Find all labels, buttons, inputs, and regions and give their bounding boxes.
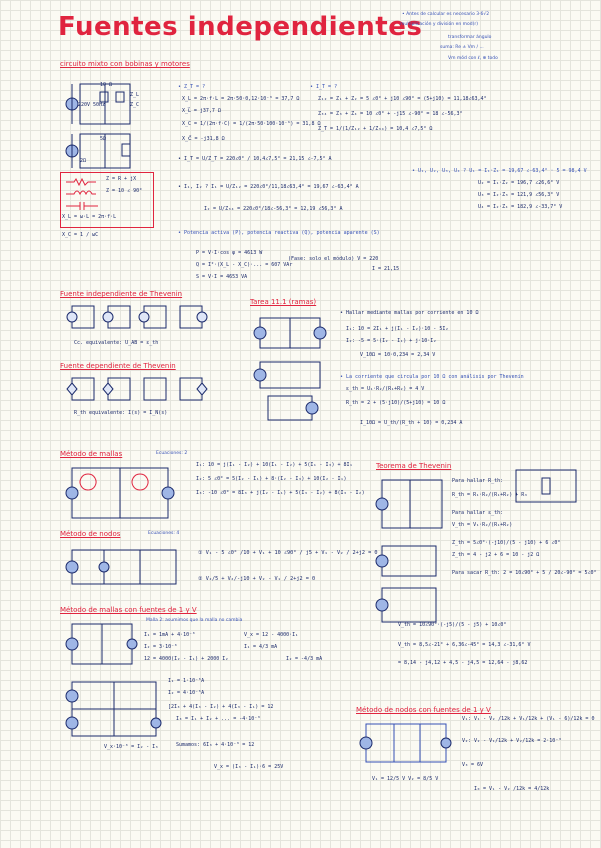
block1-u1: • U₁, U₂, U₃, U₄ ? U₁ = I₁·Z₁ = 19,67 ∠-63,4° · 5 = 98,4 V xyxy=(412,168,587,174)
thevenin-line-3: Para hallar ε_th: xyxy=(452,510,504,516)
mallas1v-line-2: I₂ = 3·10⁻³ xyxy=(144,644,178,650)
mallas-eq-2: I₂: 5 ∠0° = 5(I₂ - I₁) + 8·(I₂ - I₃) + 10(I₂ - I₁) xyxy=(196,476,347,482)
potencias-side-1: (Fase: solo el módulo) V = 220 xyxy=(288,256,379,262)
block1-xc: X_C = 1/(2π·f·C) = 1/(2π·50·100·10⁻⁶) = 31,8 Ω xyxy=(182,121,321,127)
block1-xl-vec: X_L⃗ = j37,7 Ω xyxy=(182,108,221,114)
block1-it: • I_T = U/Z_T = 220∠0° / 10,4∠7,5° = 21,15 ∠-7,5° A xyxy=(178,156,332,162)
section-fuente-dep: Fuente dependiente de Thevenin xyxy=(60,362,176,370)
circuit-diagram-1 xyxy=(60,78,160,170)
section-tarea: Tarea 11.1 (ramas) xyxy=(250,298,317,306)
block1-xc-vec: X_C⃗ = -j31,8 Ω xyxy=(182,136,225,142)
mallas1v-b-line-1: I₁ = 1·10⁻³A xyxy=(168,678,205,684)
thevenin-indep-diagrams xyxy=(64,302,214,332)
thevenin-line-4: V_th = V₁·R₂/(R₁+R₂) xyxy=(452,522,513,528)
thevenin-line-6: Z_th = 4 - j2 + 6 = 10 - j2 Ω xyxy=(452,552,540,558)
top-note-2: multiplicación y división en mod(r) xyxy=(400,22,478,27)
potencias-s: S = V·I = 4653 VA xyxy=(196,274,248,280)
mallas-eq-1: I₁: 10 = j(I₁ - I₂) + 10(I₁ - I₂) + 5(I₁ - I₃) + 8I₁ xyxy=(196,462,353,468)
block1-head-b: • I_T = ? xyxy=(310,84,338,90)
section-fuente-indep: Fuente independiente de Thevenin xyxy=(60,290,183,298)
mallas1v-vx: V_x·10⁻³ = I₂ - I₃ xyxy=(104,744,159,750)
section-mallas-1v: Método de mallas con fuentes de 1 y V xyxy=(60,606,197,614)
circuit1-label-source: 220V 50Hz xyxy=(78,102,106,108)
tarea-line-1: • Hallar mediante mallas por corriente en 10 Ω xyxy=(340,310,479,316)
block1-u2: U₂ = I₁·Z₂ = 196,7 ∠26,6° V xyxy=(478,180,560,186)
block1-z12: Z₁₂ = Z₁ + Z₂ = 5 ∠0° + j10 ∠90° = (5+j10) = 11,18∠63,4° xyxy=(318,96,487,102)
thevenin-line-1: Para hallar R_th: xyxy=(452,478,504,484)
circuit1-label-r2: 5Ω xyxy=(100,136,107,142)
section-teorema-thevenin: Teorema de Thevenin xyxy=(376,462,452,470)
impedance-eq-2: Z = 10 ∠ 90° xyxy=(106,188,143,194)
mallas1v-b-line-4: I₃ = I₁ + I₂ + ... = -4·10⁻³ xyxy=(176,716,261,722)
nodos1v-circuit xyxy=(358,718,454,768)
circuit1-label-r1: 10 Ω xyxy=(100,82,113,88)
nodos1v-line-2: V₂: V₂ - V₁/12k + V₂/12k = 2·10⁻³ xyxy=(462,738,562,744)
tarea-line-4: V_10Ω = 10·0,234 = 2,34 V xyxy=(360,352,436,358)
tarea-line-7: R_th = 2 + (5·j10)/(5+j10) = 10 Ω xyxy=(346,400,446,406)
nodos1v-line-5: V₁ = 12/5 V V₂ = 8/5 V xyxy=(372,776,439,782)
tarea-line-8: I_10Ω = U_th/(R_th + 10) = 0,234 A xyxy=(360,420,463,426)
mallas1v-b-line-2: I₂ = 4·10⁻³A xyxy=(168,690,205,696)
top-note-3: transformar ángulo xyxy=(448,35,492,40)
top-note-4: suma: Re ± Vm / ... xyxy=(440,45,484,50)
thevenin-line-2: R_th = R₁·R₂/(R₁+R₂) + R₃ xyxy=(452,492,528,498)
thevenin-line-5: Z_th = 5∠0°·(-j10)/(5 - j10) + 6 ∠0° xyxy=(452,540,561,546)
thevenin-equivalent xyxy=(512,466,582,506)
mallas1v-line-6: V_x = 12 - 4000·I₁ xyxy=(244,632,299,638)
section-nodos-1v: Método de nodos con fuentes de 1 y V xyxy=(356,706,491,714)
thevenin-line-8: V_th = 10∠90°·(-j5)/(5 - j5) + 10∠0° xyxy=(398,622,507,628)
thevenin-dep-diagrams xyxy=(64,374,214,404)
block1-head-a: • Z_T = ? xyxy=(178,84,206,90)
block1-i1: • I₁, I₂ ? I₁ = U/Z₁₂ = 220∠0°/11,18∠63,4° = 19,67 ∠-63,4° A xyxy=(178,184,359,190)
section-metodo-mallas: Método de mallas xyxy=(60,450,123,458)
mallas-eq-3: I₃: -10 ∠0° = 8I₃ + j(I₂ - I₁) + 5(I₃ - I₂) + 8(I₃ - I₂) xyxy=(196,490,365,496)
thevenin-circuit-2 xyxy=(374,540,450,630)
block1-zt: Z_T = 1/(1/Z₁₂ + 1/Z₃₄) = 10,4 ∠7,5° Ω xyxy=(318,126,433,132)
thevenin-line-10: = 8,14 - j4,12 + 4,5 - j4,5 = 12,64 - j8,62 xyxy=(398,660,528,666)
block1-u4: U₄ = I₂·Z₄ = 182,9 ∠-33,7° V xyxy=(478,204,563,210)
circuit1-label-zc: Z_C xyxy=(130,102,140,108)
mallas1v-b-line-5: Sumamos: 6I₃ + 4·10⁻³ = 12 xyxy=(176,742,255,748)
nodos-eq-1: ① V₁ - 5 ∠0° /10 + V₁ + 10 ∠90° / j5 + V₁ - V₂ / 2+j2 = 0 xyxy=(198,550,378,556)
mallas-badge: Ecuaciones: 2 xyxy=(156,451,188,456)
impedance-eq-1: Z = R + jX xyxy=(106,176,137,182)
tarea-line-5: • La corriente que circula por 10 Ω con análisis por Thevenin xyxy=(340,374,524,380)
nodos-eq-2: ② V₂/5 + V₂/-j10 + V₂ - V₁ / 2+j2 = 0 xyxy=(198,576,316,582)
nodos-circuit xyxy=(64,544,184,590)
mallas1v-note: Malla 2: asumimos que la malla no cambia xyxy=(146,618,243,623)
nodos1v-line-4: I₀ = V₁ - V₂ /12k = 4/12k xyxy=(474,786,550,792)
thevenin-line-9: V_th = 8,5∠-21° + 6,36∠-45° = 14,3 ∠-31,6° V xyxy=(398,642,531,648)
thevenin-circuit-1 xyxy=(374,474,450,534)
mallas1v-line-4: I₁ = 4/3 mA xyxy=(244,644,278,650)
tarea-circuits xyxy=(250,312,330,424)
block1-xl: X_L = 2π·f·L = 2π·50·0,12·10⁻³ = 37,7 Ω xyxy=(182,96,300,102)
page-title: Fuentes independientes xyxy=(58,12,423,42)
thev-left-note-2: R_th equivalente: I(s) = I_N(s) xyxy=(74,410,168,416)
potencias-side-2: I = 21,15 xyxy=(372,266,400,272)
potencias-head: • Potencia activa (P), potencia reactiva (Q), potencia aparente (S) xyxy=(178,230,380,236)
mallas1v-line-5: I₂ = -4/3 mA xyxy=(286,656,323,662)
thev-left-note-1: Cc. equivalente: U_AB = ε_th xyxy=(74,340,159,346)
nodos1v-line-3: V₃ = 6V xyxy=(462,762,484,768)
tarea-line-3: I₂: -5 = 5·(I₂ - I₁) + j·10·I₂ xyxy=(346,338,437,344)
impedance-eq-4: X_C = 1 / ωC xyxy=(62,232,99,238)
block1-i2: I₂ = U/Z₃₄ = 220∠0°/18∠-56,3° = 12,19 ∠56,3° A xyxy=(204,206,343,212)
top-note-5: Vm mód con ℓ, ⊕ todo xyxy=(448,56,498,61)
block1-u3: U₃ = I₂·Z₃ = 121,9 ∠56,3° V xyxy=(478,192,560,198)
circuit1-label-zl: Z_L xyxy=(130,92,140,98)
nodos1v-line-1: V₁: V₁ - V₂ /12k + V₁/12k + (V₁ - 6)/12k = 0 xyxy=(462,716,595,722)
mallas1v-circuit-2 xyxy=(64,676,164,742)
impedance-eq-3: X_L = ω·L = 2π·f·L xyxy=(62,214,117,220)
circuit1-label-r3: 2Ω xyxy=(80,158,87,164)
mallas-circuit xyxy=(64,462,176,524)
thevenin-line-7: Para sacar R_th: 2 = 10∠90° + 5 / 20∠-90° = 5∠0° xyxy=(452,570,597,576)
block1-z34: Z₃₄ = Z₃ + Z₄ = 10 ∠0° + -j15 ∠-90° = 18 ∠-56,3° xyxy=(318,111,463,117)
top-note-1: • Antes de calcular es necesario 3·6√2 xyxy=(402,12,490,17)
tarea-line-6: ε_th = U₁·R₂/(R₁+R₂) = 4 V xyxy=(346,386,425,392)
section-metodo-nodos: Método de nodos xyxy=(60,530,121,538)
mallas1v-circuit-1 xyxy=(64,618,140,670)
potencias-q: Q = I²·(X_L - X_C)·... = 607 VAr xyxy=(196,262,293,268)
mallas1v-line-3: 12 = 4000(I₂ - I₁) + 2000 I₂ xyxy=(144,656,229,662)
mallas1v-b-line-6: V_x = (I₃ - I₁)·6 = 25V xyxy=(214,764,284,770)
tarea-line-2: I₁: 10 = 2I₁ + j(I₁ - I₂)·10 - 5I₂ xyxy=(346,326,449,332)
nodos-badge: Ecuaciones: 4 xyxy=(148,531,180,536)
mallas1v-b-line-3: [2I₃ + 4(I₃ - I₂) + 4(I₃ - I₁) = 12 xyxy=(168,704,274,710)
potencias-p: P = V·I·cos φ = 4613 W xyxy=(196,250,263,256)
section-circuito-mixto: circuito mixto con bobinas y motores xyxy=(60,60,190,68)
mallas1v-line-1: I₁ = 1mA + 4·10⁻³ xyxy=(144,632,196,638)
